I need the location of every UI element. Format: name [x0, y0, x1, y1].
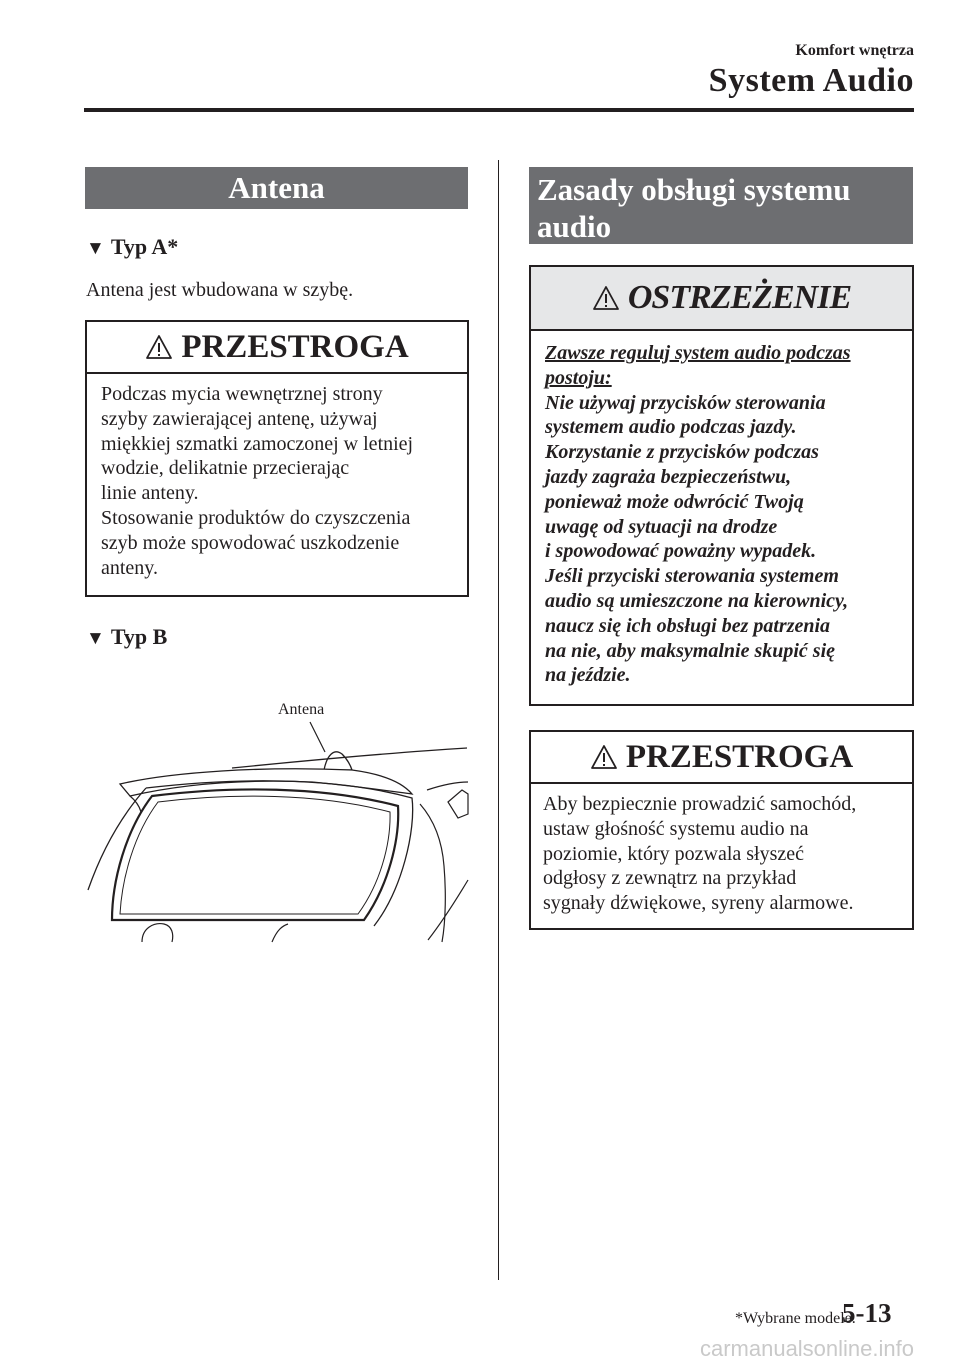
- caution-title: PRZESTROGA: [181, 328, 409, 365]
- column-divider: [498, 160, 499, 1280]
- page-number: 5-13: [842, 1298, 892, 1328]
- caution-title: PRZESTROGA: [625, 738, 854, 775]
- section-title-antena: Antena: [85, 167, 468, 209]
- caution-body: Aby bezpiecznie prowadzić samochód, ustaw głośność systemu audio na poziomie, który pozwala słyszeć odgłosy z zewnątrz na przykład sygnały dźwiękowe, syreny alarmowe.: [543, 793, 857, 915]
- triangle-bullet-icon: ▼: [86, 628, 105, 649]
- chapter-title: System Audio: [708, 62, 914, 99]
- warning-body: Zawsze reguluj system audio podczas postoju: Nie używaj przycisków sterowania systemem audio podczas jazdy. Korzystanie z przycisków podczas jazdy zagraża bezpieczeństwu, ponieważ może odwrócić Twoją uwagę od sytuacji na drodze i spowodować poważny wypadek. Jeśli przyciski sterowania systemem audio są umieszczone na kierownicy, naucz się ich obsługi bez patrzenia na nie, aby maksymalnie skupić się na jeździe.: [545, 342, 851, 687]
- warning-triangle-icon: [590, 744, 618, 770]
- caution-box-antena: [85, 320, 469, 597]
- chapter-subtitle: Komfort wnętrza: [795, 42, 914, 59]
- warning-triangle-icon: [592, 285, 620, 311]
- caution-header: [87, 322, 467, 374]
- caution-body: Podczas mycia wewnętrznej strony szyby zawierającej antenę, używaj miękkiej szmatki zamoczonej w letniej wodzie, delikatnie przecierając linie anteny. Stosowanie produktów do czyszczenia szyb może spowodować uszkodzenie anteny.: [101, 383, 414, 579]
- subheading-typ-a: ▼ Typ A*: [86, 234, 179, 259]
- warning-title: OSTRZEŻENIE: [627, 279, 852, 316]
- illustration-label-antena: Antena: [278, 701, 325, 718]
- caution-box-audio: [529, 730, 914, 930]
- subheading-typ-b: ▼ Typ B: [86, 624, 168, 649]
- caution-header: [531, 732, 912, 784]
- warning-triangle-icon: [145, 334, 173, 360]
- section-title-zasady: Zasady obsługi systemu audio: [529, 167, 913, 244]
- triangle-bullet-icon: ▼: [86, 238, 105, 259]
- watermark: carmanualsonline.info: [699, 1336, 914, 1361]
- footnote: *Wybrane modele.: [735, 1310, 856, 1327]
- warning-box: [529, 265, 914, 706]
- warning-header: [531, 267, 912, 331]
- rear-window-antenna-illustration: [82, 690, 470, 946]
- header-rule: [84, 108, 914, 112]
- typ-a-text: Antena jest wbudowana w szybę.: [86, 279, 354, 301]
